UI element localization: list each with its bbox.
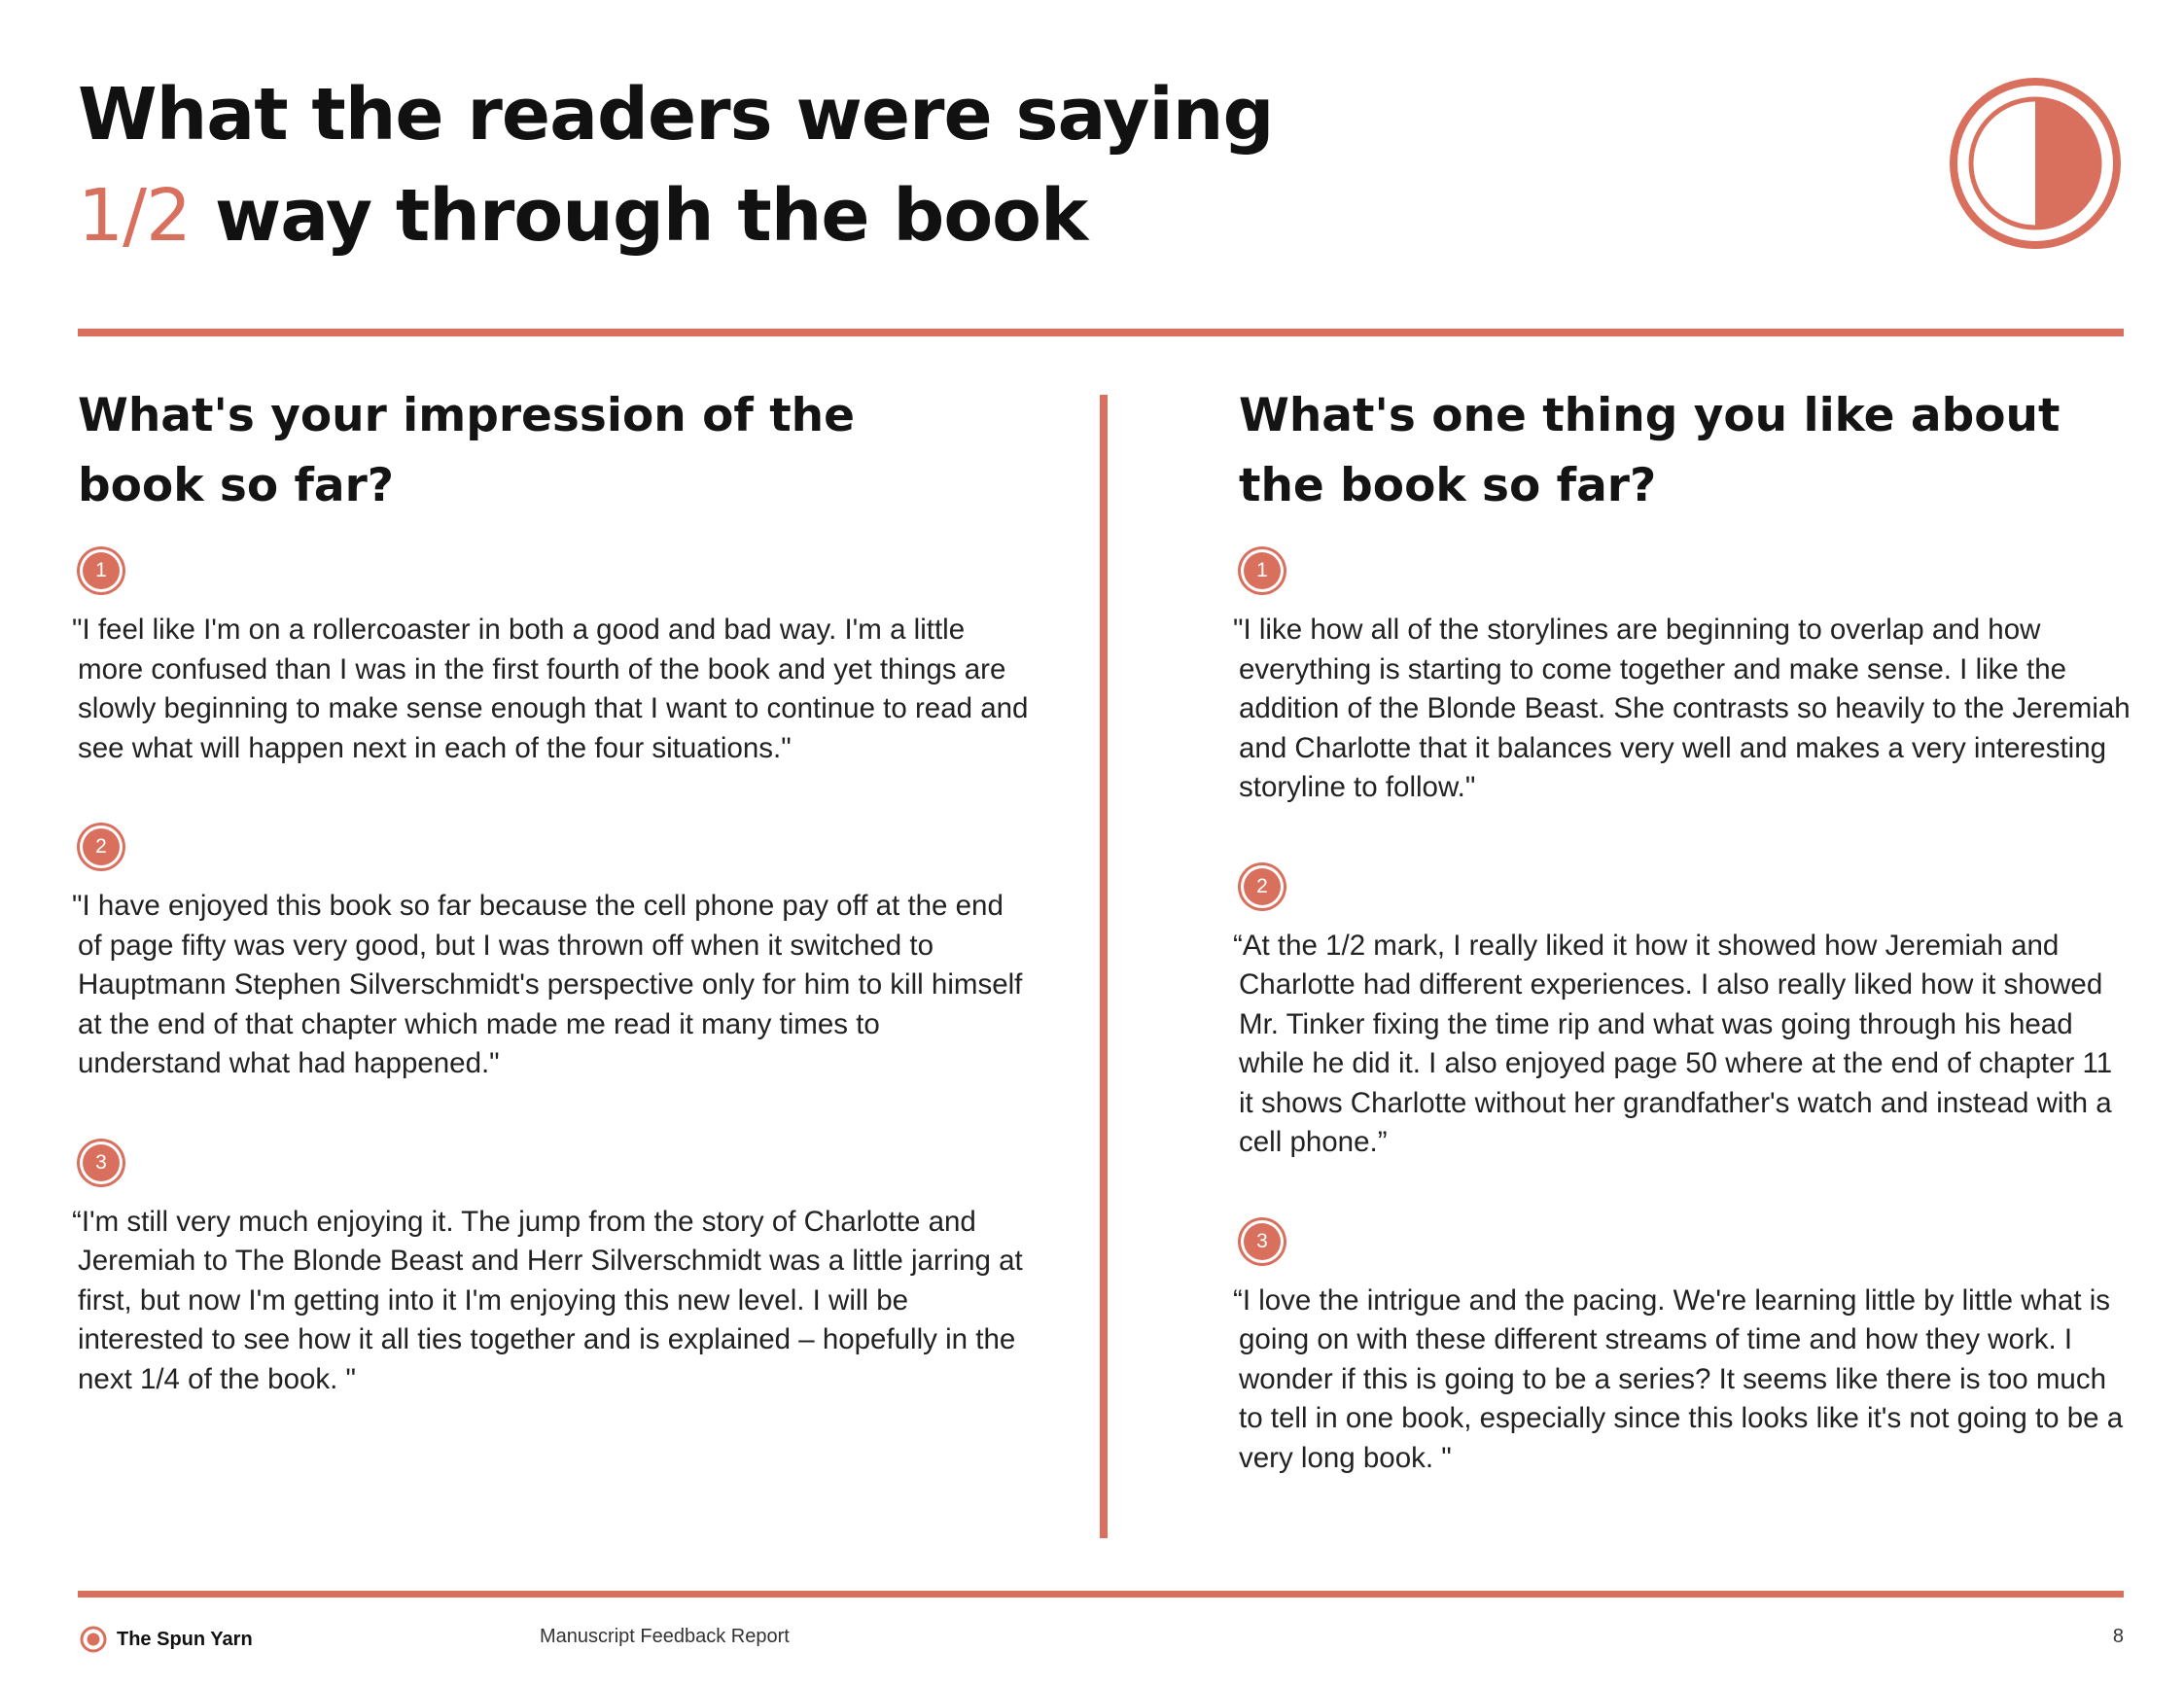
number-badge: 1 bbox=[1244, 552, 1281, 589]
footer-brand bbox=[80, 1626, 253, 1653]
answer-quote: “At the 1/2 mark, I really liked it how it showed how Jeremiah and Charlotte had different experiences. I also really liked how it showed Mr. Tinker fixing the time rip and what was going through his head while he did it. I also enjoyed page 50 where at the end of chapter 11 it shows Charlotte without her grandfather's watch and instead with a cell phone.” bbox=[1233, 929, 2113, 1158]
page-number: 8 bbox=[2112, 1626, 2124, 1647]
answer-quote: "I feel like I'm on a rollercoaster in both a good and bad way. I'm a little more confused than I was in the first fourth of the book and yet things are slowly beginning to make sense enough that I want to continue to read and see what will happen next in each of the four situations." bbox=[72, 614, 1029, 764]
answer-item bbox=[72, 1144, 1031, 1400]
number-badge: 3 bbox=[1244, 1223, 1281, 1260]
number-badge: 2 bbox=[1244, 868, 1281, 905]
title-line-1: What the readers were saying bbox=[78, 73, 1274, 157]
title-fraction: 1/2 bbox=[78, 174, 192, 258]
half-progress-fill bbox=[2035, 99, 2099, 228]
header-divider bbox=[78, 329, 2124, 336]
likes-question: What's one thing you like about the book so far? bbox=[1239, 389, 2061, 512]
brand-logo-icon bbox=[80, 1626, 107, 1653]
impression-question: What's your impression of the book so far? bbox=[78, 389, 855, 512]
footer-divider bbox=[78, 1591, 2124, 1598]
answer-quote: “I love the intrigue and the pacing. We're learning little by little what is going on with these different streams of time and how they work. I wonder if this is going to be a series? It seems like there is too much to tell in one book, especially since this looks like it's not going to be a very long book. " bbox=[1233, 1283, 2124, 1474]
number-badge: 2 bbox=[83, 828, 120, 865]
answer-item bbox=[72, 552, 1031, 768]
answer-quote: “I'm still very much enjoying it. The jump from the story of Charlotte and Jeremiah to The Blonde Beast and Herr Silverschmidt was a little jarring at first, but now I'm getting into it I'm enjoying this new level. I will be interested to see how it all ties together and is explained – hopefully in the next 1/4 of the book. " bbox=[72, 1205, 1023, 1395]
brand-name: The Spun Yarn bbox=[117, 1628, 253, 1650]
report-name: Manuscript Feedback Report bbox=[540, 1626, 790, 1647]
answer-item bbox=[72, 828, 1031, 1084]
impression-column bbox=[72, 381, 1031, 1459]
likes-column bbox=[1233, 381, 2133, 1538]
answer-item bbox=[1233, 552, 2133, 808]
number-badge: 3 bbox=[83, 1144, 120, 1181]
column-divider bbox=[1100, 395, 1108, 1538]
answer-item bbox=[1233, 868, 2133, 1163]
page-title bbox=[78, 64, 1273, 266]
half-progress-icon bbox=[1948, 76, 2123, 251]
title-line-2-text: way through the book bbox=[191, 174, 1088, 258]
answer-item bbox=[1233, 1223, 2133, 1479]
answer-quote: "I have enjoyed this book so far because the cell phone pay off at the end of page fifty was very good, but I was thrown off when it switched to Hauptmann Stephen Silverschmidt's perspective only for him to kill himself at the end of that chapter which made me read it many times to understand what had happened." bbox=[72, 890, 1023, 1079]
answer-quote: "I like how all of the storylines are beginning to overlap and how everything is starting to come together and make sense. I like the addition of the Blonde Beast. She contrasts so heavily to the Jeremiah and Charlotte that it balances very well and makes a very interesting storyline to follow." bbox=[1233, 614, 2131, 803]
number-badge: 1 bbox=[83, 552, 120, 589]
title-line-2 bbox=[78, 165, 1273, 266]
